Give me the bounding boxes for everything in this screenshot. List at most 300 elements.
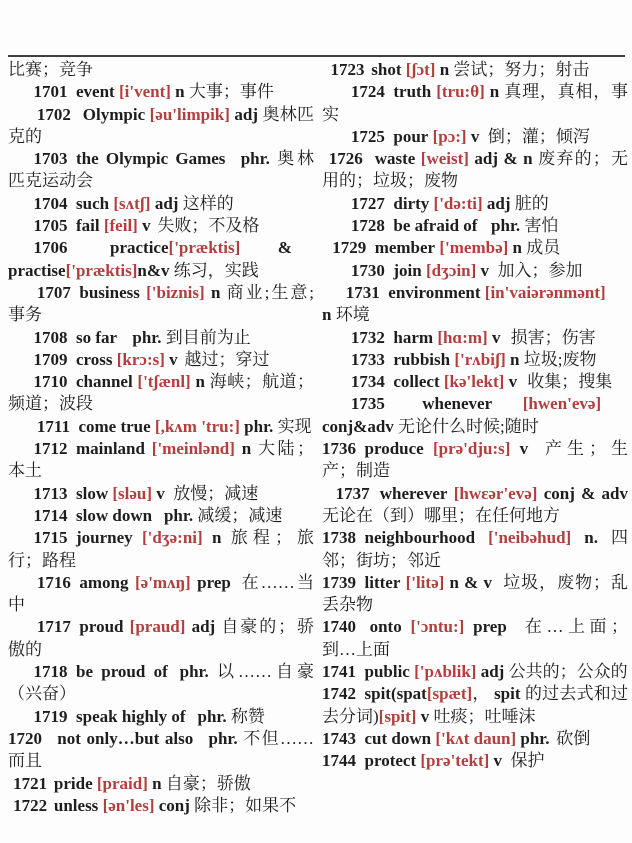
entry-definition: 减缓；减速 bbox=[197, 505, 283, 525]
spacer bbox=[47, 810, 54, 811]
entry-definition: 无论什么时候;随时 bbox=[398, 416, 539, 436]
entry-definition: 除非；如果不 bbox=[194, 795, 297, 815]
spacer bbox=[68, 498, 77, 499]
entry-word: practise bbox=[8, 260, 66, 280]
entry-pos-label: conj&adv bbox=[322, 416, 394, 436]
entry-definition: 在…上面；到…上面 bbox=[322, 617, 629, 659]
spacer bbox=[152, 520, 164, 521]
entry-number: 1735 bbox=[350, 394, 385, 414]
page-top-rule bbox=[8, 55, 625, 57]
left-column bbox=[8, 59, 314, 817]
entry-definition: 在……当中 bbox=[8, 572, 315, 615]
spacer bbox=[502, 765, 511, 766]
entry-word: wherever bbox=[379, 483, 448, 503]
entry-pos-label: v bbox=[169, 349, 178, 369]
entry-number: 1705 bbox=[33, 216, 68, 236]
entry-pos-label: n bbox=[322, 305, 332, 325]
entry-word: channel bbox=[76, 372, 133, 392]
vocab-entry-1708 bbox=[8, 327, 314, 349]
entry-word: protect bbox=[364, 751, 417, 771]
entry-number: 1742 bbox=[322, 684, 356, 704]
entry-definition: 砍倒 bbox=[556, 728, 591, 748]
entry-phonetic: [pɔ:] bbox=[432, 126, 467, 146]
entry-word: pour bbox=[393, 126, 429, 146]
spacer bbox=[68, 230, 77, 231]
entry-definition: 无论在（到）哪里；在任何地方 bbox=[322, 505, 560, 525]
entry-number: 1727 bbox=[350, 193, 385, 213]
entry-definition: 加入；参加 bbox=[497, 260, 583, 280]
entry-number: 1712 bbox=[33, 439, 68, 459]
entry-phonetic: ['də:ti] bbox=[433, 193, 483, 213]
entry-word: dirty bbox=[393, 193, 430, 213]
entry-phonetic: ['præktis] bbox=[65, 260, 138, 280]
entry-word: be proud of bbox=[76, 662, 168, 682]
entry-number: 1723 bbox=[330, 60, 365, 79]
entry-number: 1726 bbox=[328, 149, 363, 169]
vocab-entry-1720 bbox=[8, 728, 314, 773]
entry-phonetic: [tru:θ] bbox=[436, 82, 485, 102]
entry-word: spit bbox=[494, 684, 521, 704]
vocab-entry-1707 bbox=[8, 282, 314, 327]
entry-pos-label: phr. bbox=[208, 728, 238, 748]
entry-phonetic: [feil] bbox=[103, 216, 138, 236]
entry-word: business bbox=[79, 282, 140, 302]
entry-definition: 保护 bbox=[510, 751, 545, 771]
entry-number: 1738 bbox=[322, 528, 356, 548]
vocab-entry-1734 bbox=[322, 371, 628, 393]
spacer bbox=[193, 743, 208, 744]
entry-definition: 公共的；公众的 bbox=[508, 662, 628, 682]
entry-word: spit(spat bbox=[364, 684, 427, 704]
entry-word: produce bbox=[364, 439, 424, 459]
spacer bbox=[47, 788, 54, 789]
entry-number: 1706 bbox=[33, 238, 68, 258]
spacer bbox=[500, 342, 510, 343]
entry-pos-label: adj bbox=[480, 662, 505, 682]
entry-pos-label: v bbox=[493, 751, 503, 771]
entry-pos-label: v bbox=[508, 372, 518, 392]
entry-word: join bbox=[393, 260, 422, 280]
entry-definition: 真理，真相，事实 bbox=[322, 82, 629, 124]
spacer bbox=[489, 275, 498, 276]
spacer bbox=[385, 408, 422, 409]
vocab-entry-1711 bbox=[8, 416, 314, 438]
entry-pos-label: phr. bbox=[163, 505, 194, 525]
entry-definition: 成员 bbox=[526, 238, 561, 258]
entry-phonetic: [weist] bbox=[420, 149, 469, 169]
entry-phonetic: ['biznis] bbox=[146, 282, 205, 302]
entry-word: slow down bbox=[76, 505, 153, 525]
entry-word: practice bbox=[110, 238, 169, 258]
vocab-entry-1739 bbox=[322, 572, 628, 617]
entry-word: litter bbox=[364, 572, 401, 592]
entry-number: 1701 bbox=[33, 82, 68, 102]
entry-word: Olympic bbox=[82, 104, 146, 124]
entry-definition: 害怕 bbox=[524, 216, 559, 236]
entry-word: mainland bbox=[76, 439, 145, 459]
vocab-entry-1742 bbox=[322, 683, 628, 728]
entry-pos-label: v bbox=[420, 706, 430, 726]
entry-word: cross bbox=[76, 349, 113, 369]
entry-phonetic: ['tʃænl] bbox=[137, 372, 191, 392]
entry-phonetic: [,kʌm 'tru:] bbox=[154, 416, 240, 436]
entry-word: harm bbox=[393, 327, 434, 347]
spacer bbox=[68, 520, 77, 521]
vocab-entry-1713 bbox=[8, 483, 314, 505]
entry-number: 1730 bbox=[350, 260, 385, 280]
entry-pos-label: v bbox=[491, 327, 501, 347]
spacer bbox=[370, 498, 380, 499]
entry-definition: 大事；事件 bbox=[188, 82, 274, 102]
spacer bbox=[356, 765, 365, 766]
spacer bbox=[356, 631, 370, 632]
entry-definition: 脏的 bbox=[514, 193, 549, 213]
entry-number: 1708 bbox=[33, 327, 68, 347]
entry-pos-label: prep bbox=[197, 572, 231, 592]
vocab-entry-1741 bbox=[322, 661, 628, 683]
entry-pos-label: adj bbox=[486, 193, 511, 213]
entry-definition: 自豪；骄傲 bbox=[165, 773, 251, 793]
entry-phonetic: ['ɔntu:] bbox=[410, 617, 465, 637]
entry-word: member bbox=[374, 238, 436, 258]
vocab-entry-1715 bbox=[8, 527, 314, 572]
entry-phonetic: [əu'limpik] bbox=[149, 104, 230, 124]
entry-number: 1743 bbox=[322, 728, 356, 748]
vocab-entry-1731 bbox=[322, 282, 628, 327]
entry-number: 1717 bbox=[36, 617, 71, 637]
spacer bbox=[68, 721, 77, 722]
entry-word: not only…but also bbox=[57, 728, 194, 748]
spacer bbox=[517, 386, 527, 387]
spacer bbox=[68, 453, 77, 454]
entry-definition: 垃圾;废物 bbox=[523, 349, 597, 369]
right-column bbox=[322, 59, 628, 817]
entry-number: 1732 bbox=[350, 327, 385, 347]
vocab-entry-1705 bbox=[8, 215, 314, 237]
entry-phonetic: [kə'lekt] bbox=[443, 372, 505, 392]
entry-phonetic: [in'vaiərənmənt] bbox=[484, 282, 606, 302]
entry-word: proud bbox=[79, 617, 124, 637]
entry-definition: 收集；搜集 bbox=[527, 372, 613, 392]
spacer bbox=[71, 119, 83, 120]
entry-number: 1718 bbox=[33, 662, 68, 682]
entry-pos-label: v bbox=[470, 126, 480, 146]
spacer bbox=[168, 676, 180, 677]
entry-definition: 奥林匹克运动会 bbox=[8, 149, 314, 191]
entry-number: 1716 bbox=[36, 572, 71, 592]
entry-phonetic: [dʒɔin] bbox=[425, 260, 477, 280]
entry-definition: 不但……而且 bbox=[8, 728, 314, 771]
entry-definition: 尝试；努力；射击 bbox=[453, 60, 590, 79]
entry-definition: 称赞 bbox=[230, 706, 265, 726]
entry-definition: 奥林匹克的 bbox=[8, 104, 315, 146]
vocab-entry-1706 bbox=[8, 237, 314, 282]
entry-number: 1703 bbox=[33, 149, 68, 169]
entry-number: 1711 bbox=[36, 416, 70, 436]
spacer bbox=[68, 364, 77, 365]
vocab-entry-1717 bbox=[8, 616, 314, 661]
spacer bbox=[68, 252, 111, 253]
entry-definition: ， bbox=[472, 684, 490, 704]
entry-number: 1729 bbox=[332, 238, 367, 258]
entry-phonetic: [spæt] bbox=[426, 684, 473, 704]
vocab-entry-1740 bbox=[322, 616, 628, 661]
entry-phonetic: [i'vent] bbox=[118, 82, 171, 102]
entry-word: speak highly of bbox=[76, 706, 186, 726]
entry-number: 1737 bbox=[335, 483, 370, 503]
vocab-entry-1714 bbox=[8, 505, 314, 527]
entry-word: neighbourhood bbox=[364, 528, 476, 548]
spacer bbox=[117, 342, 132, 343]
vocab-entry-1709 bbox=[8, 349, 314, 371]
entry-pos-label: adj & n bbox=[474, 149, 533, 169]
entry-number: 1740 bbox=[322, 617, 356, 637]
vocab-entry-1743 bbox=[322, 728, 628, 750]
entry-word: fail bbox=[76, 216, 100, 236]
entry-definition: 废弃的；无用的；垃圾；废物 bbox=[322, 149, 629, 191]
entry-pos-label: n. bbox=[584, 528, 598, 548]
vocab-entry-1737 bbox=[322, 483, 628, 528]
vocab-entry-1718 bbox=[8, 661, 314, 706]
entry-definition: 吐痰；吐唾沫 bbox=[433, 706, 536, 726]
spacer bbox=[186, 721, 198, 722]
entry-word: so far bbox=[76, 327, 118, 347]
entry-number: 1736 bbox=[322, 439, 356, 459]
entry-number: 1728 bbox=[350, 216, 385, 236]
spacer bbox=[68, 208, 77, 209]
entry-word: among bbox=[79, 572, 129, 592]
entry-phonetic: [hwen'evə] bbox=[522, 394, 602, 414]
entry-number: 1714 bbox=[33, 505, 68, 525]
spacer bbox=[68, 342, 77, 343]
spacer bbox=[492, 587, 502, 588]
entry-definition: 越过；穿过 bbox=[184, 349, 270, 369]
entry-pos-label: n bbox=[175, 82, 185, 102]
entry-phonetic: ['litə] bbox=[405, 572, 445, 592]
entry-word: shot bbox=[371, 60, 402, 79]
entry-word: waste bbox=[374, 149, 416, 169]
entry-phonetic: ['kʌt daun] bbox=[435, 728, 517, 748]
entry-word: & bbox=[277, 238, 292, 258]
entry-definition: 四邻；街坊；邻近 bbox=[322, 528, 628, 570]
entry-pos-label: conj & adv bbox=[543, 483, 629, 503]
entry-word: be afraid of bbox=[393, 216, 478, 236]
vocab-entry-1704 bbox=[8, 193, 314, 215]
spacer bbox=[356, 542, 365, 543]
entry-pos-label: n&v bbox=[137, 260, 170, 280]
entry-phonetic: [krɔ:s] bbox=[116, 349, 165, 369]
entry-phonetic: [prə'tekt] bbox=[420, 751, 490, 771]
spacer bbox=[363, 163, 375, 164]
entry-number: 1724 bbox=[350, 82, 385, 102]
entry-pos-label: phr. bbox=[197, 706, 227, 726]
entry-pos-label: n bbox=[489, 82, 500, 102]
spacer bbox=[356, 743, 365, 744]
vocab-entry-1728 bbox=[322, 215, 628, 237]
entry-pos-label: phr. bbox=[132, 327, 162, 347]
vocab-entry-1732 bbox=[322, 327, 628, 349]
entry-word: the Olympic Games bbox=[76, 149, 226, 169]
spacer bbox=[68, 676, 77, 677]
entry-pos-label: phr. bbox=[244, 416, 274, 436]
entry-phonetic: [praud] bbox=[129, 617, 186, 637]
entry-definition: 自豪的；骄傲的 bbox=[8, 617, 315, 659]
spacer bbox=[479, 141, 488, 142]
entry-word: journey bbox=[76, 528, 133, 548]
entry-number: 1713 bbox=[33, 483, 68, 503]
entry-phonetic: ['pʌblik] bbox=[414, 662, 477, 682]
entry-word: whenever bbox=[422, 394, 493, 414]
spacer bbox=[240, 252, 277, 253]
entry-number: 1741 bbox=[322, 662, 356, 682]
entry-definition: 比赛；竞争 bbox=[8, 60, 93, 79]
entry-number: 1720 bbox=[8, 728, 42, 748]
spacer bbox=[68, 163, 77, 164]
entry-pos-label: n bbox=[510, 349, 520, 369]
vocab-entry-1738 bbox=[322, 527, 628, 572]
entry-phonetic: ['neibəhud] bbox=[488, 528, 572, 548]
vocab-entry-1733 bbox=[322, 349, 628, 371]
entry-pos-label: n & v bbox=[449, 572, 493, 592]
entry-phonetic: [hwɛər'evə] bbox=[453, 483, 538, 503]
spacer bbox=[366, 252, 375, 253]
entry-definition: 商业;生意;事务 bbox=[8, 282, 315, 325]
entry-pos-label: v bbox=[519, 439, 529, 459]
vocab-entry-1725 bbox=[322, 126, 628, 148]
entry-definition: 到目前为止 bbox=[165, 327, 251, 347]
entry-word: public bbox=[364, 662, 410, 682]
entry-pos-label: v bbox=[142, 216, 151, 236]
vocab-entry-1735 bbox=[322, 393, 628, 438]
entry-number: 1725 bbox=[350, 126, 385, 146]
entry-phonetic: ['membə] bbox=[439, 238, 509, 258]
entry-phonetic: [ə'mʌŋ] bbox=[134, 572, 191, 592]
entry-number: 1707 bbox=[36, 282, 71, 302]
entry-pos-label: n bbox=[210, 282, 221, 302]
entry-phonetic: [sʌtʃ] bbox=[113, 193, 151, 213]
entry-definition: 大陆；本土 bbox=[8, 439, 315, 481]
spacer bbox=[42, 743, 57, 744]
entry-pos-label: prep bbox=[473, 617, 507, 637]
vocab-entry-1723 bbox=[322, 59, 628, 81]
entry-definition: 倒；灌；倾泻 bbox=[487, 126, 590, 146]
entry-phonetic: ['meinlənd] bbox=[151, 439, 235, 459]
entry-word: pride bbox=[53, 773, 93, 793]
entry-pos-label: n bbox=[512, 238, 522, 258]
entry-phonetic: ['rʌbiʃ] bbox=[454, 349, 506, 369]
entry-number: 1702 bbox=[36, 104, 71, 124]
entry-phonetic: ['præktis] bbox=[168, 238, 241, 258]
entry-word: rubbish bbox=[393, 349, 451, 369]
spacer bbox=[477, 230, 491, 231]
entry-number: 1734 bbox=[350, 372, 385, 392]
entry-definition: 环境 bbox=[335, 305, 370, 325]
entry-definition: 这样的 bbox=[182, 193, 234, 213]
vocab-entry-1719 bbox=[8, 706, 314, 728]
vocab-entry-1736 bbox=[322, 438, 628, 483]
entry-phonetic: [sləu] bbox=[112, 483, 153, 503]
entry-number: 1710 bbox=[33, 372, 68, 392]
vocab-entry-1701 bbox=[8, 81, 314, 103]
spacer bbox=[528, 453, 540, 454]
entry-pos-label: v bbox=[480, 260, 490, 280]
vocab-entry-1710 bbox=[8, 371, 314, 416]
spacer bbox=[225, 163, 240, 164]
entry-word: event bbox=[76, 82, 115, 102]
entry-phonetic: [ʃɔt] bbox=[405, 60, 436, 79]
entry-pos-label: adj bbox=[191, 617, 216, 637]
entry-pos-label: conj bbox=[158, 795, 190, 815]
vocab-entry-1726 bbox=[322, 148, 628, 193]
entry-pos-label: phr. bbox=[491, 216, 521, 236]
spacer bbox=[68, 542, 77, 543]
vocab-entry-1716 bbox=[8, 572, 314, 617]
entry-word: unless bbox=[53, 795, 99, 815]
entry-word: cut down bbox=[364, 728, 432, 748]
entry-number: 1719 bbox=[33, 706, 68, 726]
entry-number: 1704 bbox=[33, 193, 68, 213]
entry-definition: 实现 bbox=[277, 416, 312, 436]
entry-word: truth bbox=[393, 82, 432, 102]
vocab-entry-1724 bbox=[322, 81, 628, 126]
entry-pos-label: n bbox=[439, 60, 450, 79]
spacer bbox=[68, 386, 77, 387]
spacer bbox=[356, 698, 365, 699]
entry-number: 1733 bbox=[350, 349, 385, 369]
vocab-entry-cont bbox=[8, 59, 314, 81]
entry-pos-label: v bbox=[156, 483, 165, 503]
entry-definition: 垃圾，废物；乱丢杂物 bbox=[322, 572, 629, 615]
entry-definition: 的过去式和过去分词) bbox=[322, 684, 628, 726]
entry-number: 1731 bbox=[345, 282, 380, 302]
entry-number: 1722 bbox=[13, 795, 48, 815]
vocab-entry-1727 bbox=[322, 193, 628, 215]
vocab-entry-1712 bbox=[8, 438, 314, 483]
entry-number: 1739 bbox=[322, 572, 356, 592]
entry-definition: 损害；伤害 bbox=[510, 327, 596, 347]
entry-word: such bbox=[76, 193, 110, 213]
two-column-layout bbox=[8, 59, 628, 817]
vocab-entry-1721 bbox=[8, 773, 314, 795]
vocab-entry-1730 bbox=[322, 260, 628, 282]
spacer bbox=[507, 631, 521, 632]
spacer bbox=[68, 96, 77, 97]
entry-phonetic: [spit] bbox=[378, 706, 417, 726]
vocab-entry-1729 bbox=[322, 237, 628, 259]
spacer bbox=[492, 408, 523, 409]
entry-pos-label: phr. bbox=[179, 662, 209, 682]
entry-pos-label: adj bbox=[154, 193, 179, 213]
entry-definition: 产生；生产；制造 bbox=[322, 439, 629, 481]
spacer bbox=[356, 453, 365, 454]
entry-pos-label: phr. bbox=[520, 728, 550, 748]
entry-pos-label: n bbox=[195, 372, 205, 392]
entry-phonetic: [hɑ:m] bbox=[437, 327, 488, 347]
entry-phonetic: [prə'dju:s] bbox=[432, 439, 511, 459]
entry-word: onto bbox=[369, 617, 402, 637]
entry-number: 1744 bbox=[322, 751, 356, 771]
entry-definition: 旅程；旅行；路程 bbox=[8, 528, 315, 570]
vocab-entry-1722 bbox=[8, 795, 314, 817]
entry-word: slow bbox=[76, 483, 109, 503]
entry-number: 1721 bbox=[13, 773, 48, 793]
vocab-entry-1702 bbox=[8, 104, 314, 149]
entry-pos-label: adj bbox=[234, 104, 259, 124]
entry-word: environment bbox=[388, 282, 481, 302]
entry-pos-label: n bbox=[152, 773, 162, 793]
entry-pos-label: n bbox=[241, 439, 252, 459]
entry-number: 1709 bbox=[33, 349, 68, 369]
